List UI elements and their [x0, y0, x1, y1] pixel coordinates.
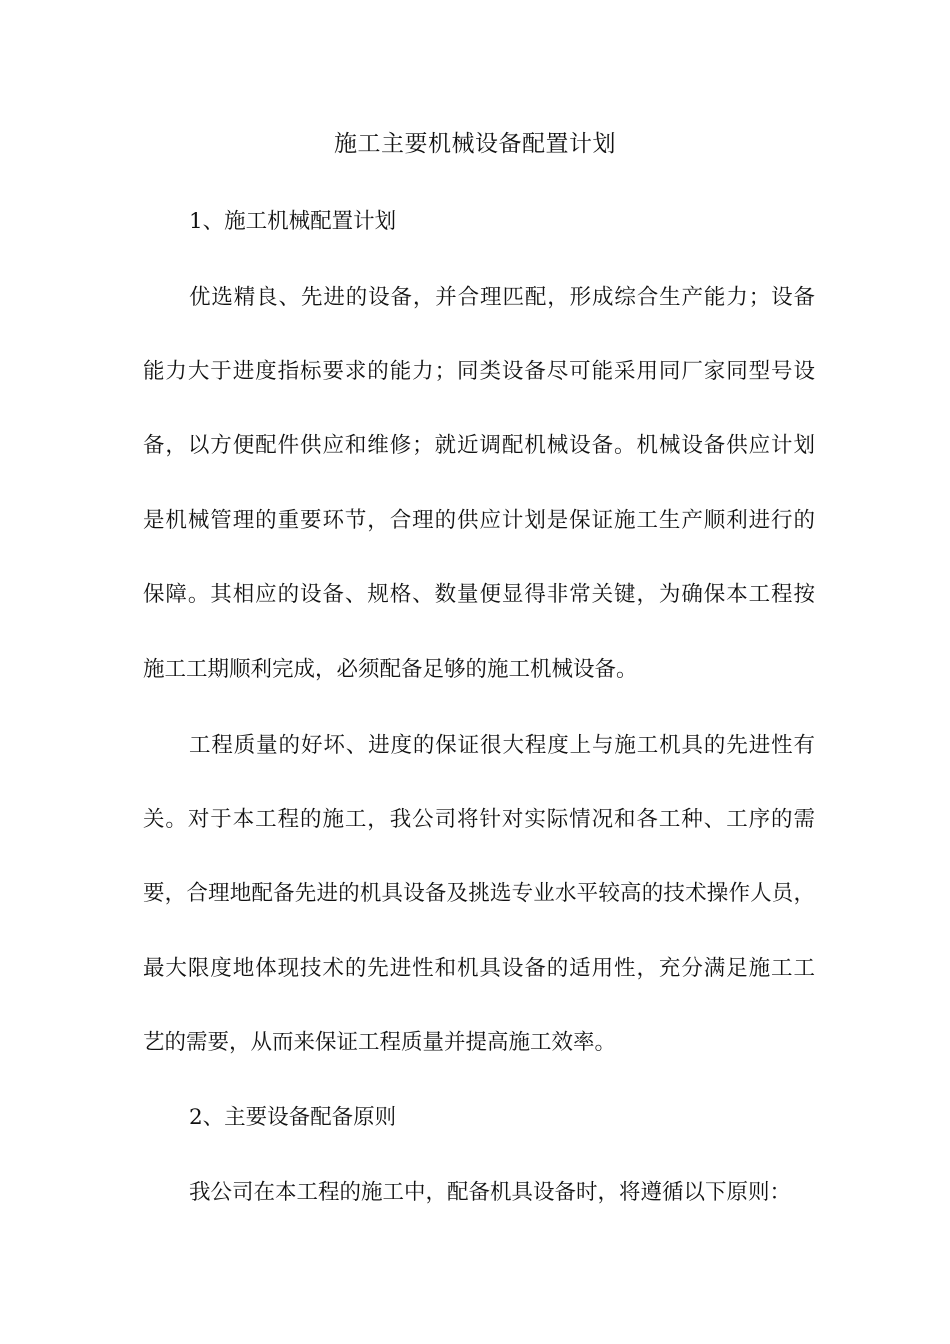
paragraph-1-line-4: 是机械管理的重要环节，合理的供应计划是保证施工生产顺利进行的	[143, 508, 815, 533]
paragraph-1-line-1: 优选精良、先进的设备，并合理匹配，形成综合生产能力；设备	[189, 285, 815, 310]
paragraph-2-line-1: 工程质量的好坏、进度的保证很大程度上与施工机具的先进性有	[189, 733, 815, 758]
paragraph-2-line-4: 最大限度地体现技术的先进性和机具设备的适用性，充分满足施工工	[143, 956, 815, 981]
paragraph-1-line-3: 备，以方便配件供应和维修；就近调配机械设备。机械设备供应计划	[143, 433, 815, 458]
document-title: 施工主要机械设备配置计划	[334, 131, 616, 157]
paragraph-2-line-2: 关。对于本工程的施工，我公司将针对实际情况和各工种、工序的需	[143, 807, 815, 832]
paragraph-1-line-5: 保障。其相应的设备、规格、数量便显得非常关键，为确保本工程按	[143, 582, 815, 607]
section-heading-1: 1、施工机械配置计划	[189, 209, 397, 234]
paragraph-2-line-5: 艺的需要，从而来保证工程质量并提高施工效率。	[143, 1030, 617, 1055]
paragraph-3-line-1: 我公司在本工程的施工中，配备机具设备时，将遵循以下原则：	[189, 1180, 792, 1205]
paragraph-2-line-3: 要，合理地配备先进的机具设备及挑选专业水平较高的技术操作人员，	[143, 881, 815, 906]
paragraph-1-line-2: 能力大于进度指标要求的能力；同类设备尽可能采用同厂家同型号设	[143, 359, 815, 384]
section-heading-2: 2、主要设备配备原则	[189, 1105, 397, 1130]
paragraph-1-line-6: 施工工期顺利完成，必须配备足够的施工机械设备。	[143, 657, 638, 682]
